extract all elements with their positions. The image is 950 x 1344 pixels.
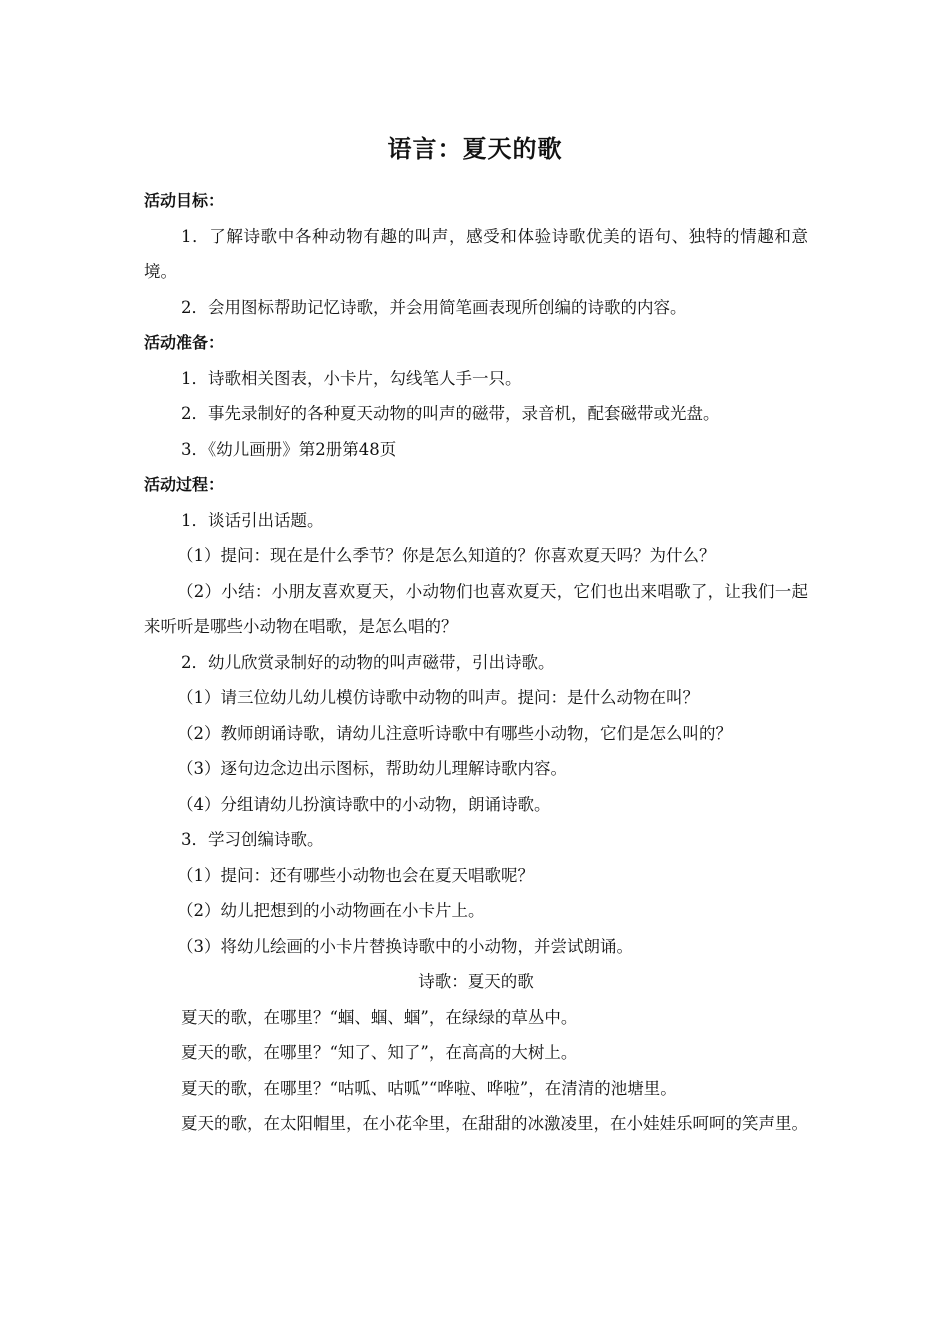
- process-heading: 活动过程：: [144, 475, 225, 494]
- process-substep: （3）将幼儿绘画的小卡片替换诗歌中的小动物，并尝试朗诵。: [177, 936, 633, 956]
- poem-line: 夏天的歌，在太阳帽里，在小花伞里，在甜甜的冰激凌里，在小娃娃乐呵呵的笑声里。: [181, 1114, 808, 1133]
- process-substep: （4）分组请幼儿扮演诗歌中的小动物，朗诵诗歌。: [177, 794, 551, 814]
- process-substep: （2）幼儿把想到的小动物画在小卡片上。: [177, 901, 485, 920]
- poem-line: 夏天的歌，在哪里？“知了、知了”，在高高的大树上。: [181, 1043, 578, 1062]
- process-substep: （3）逐句边念边出示图标，帮助幼儿理解诗歌内容。: [177, 759, 567, 778]
- prep-heading: 活动准备：: [144, 333, 225, 352]
- process-substep: （1）请三位幼儿幼儿模仿诗歌中动物的叫声。提问：是什么动物在叫？: [177, 688, 699, 707]
- goals-heading: 活动目标：: [144, 191, 225, 210]
- process-substep: （2）小结：小朋友喜欢夏天，小动物们也喜欢夏天，它们也出来唱歌了，让我们一起来听听是哪些小动物在唱歌，是怎么唱的？: [144, 581, 808, 636]
- process-step-title: 2．幼儿欣赏录制好的动物的叫声磁带，引出诗歌。: [181, 652, 555, 672]
- prep-item: 3．《幼儿画册》第2册第48页: [181, 439, 397, 459]
- process-substep: （1）提问：现在是什么季节？你是怎么知道的？你喜欢夏天吗？为什么？: [177, 546, 716, 565]
- process-step-title: 3．学习创编诗歌。: [181, 830, 324, 849]
- goal-item: 2．会用图标帮助记忆诗歌，并会用简笔画表现所创编的诗歌的内容。: [181, 297, 687, 317]
- prep-item: 1．诗歌相关图表，小卡片，勾线笔人手一只。: [181, 368, 522, 388]
- prep-item: 2．事先录制好的各种夏天动物的叫声的磁带，录音机，配套磁带或光盘。: [181, 404, 720, 423]
- document-body: [144, 183, 808, 1142]
- process-substep: （1）提问：还有哪些小动物也会在夏天唱歌呢？: [177, 865, 534, 885]
- process-substep: （2）教师朗诵诗歌，请幼儿注意听诗歌中有哪些小动物，它们是怎么叫的？: [177, 723, 732, 743]
- poem-line: 夏天的歌，在哪里？“蝈、蝈、蝈”，在绿绿的草丛中。: [181, 1007, 578, 1027]
- goal-item: 1．了解诗歌中各种动物有趣的叫声，感受和体验诗歌优美的语句、独特的情趣和意境。: [144, 226, 808, 281]
- process-step-title: 1．谈话引出话题。: [181, 510, 324, 530]
- poem-line: 夏天的歌，在哪里？“咕呱、咕呱”“哗啦、哗啦”，在清清的池塘里。: [181, 1078, 677, 1098]
- poem-title: 诗歌：夏天的歌: [418, 972, 534, 991]
- document-title: 语言：夏天的歌: [387, 135, 563, 163]
